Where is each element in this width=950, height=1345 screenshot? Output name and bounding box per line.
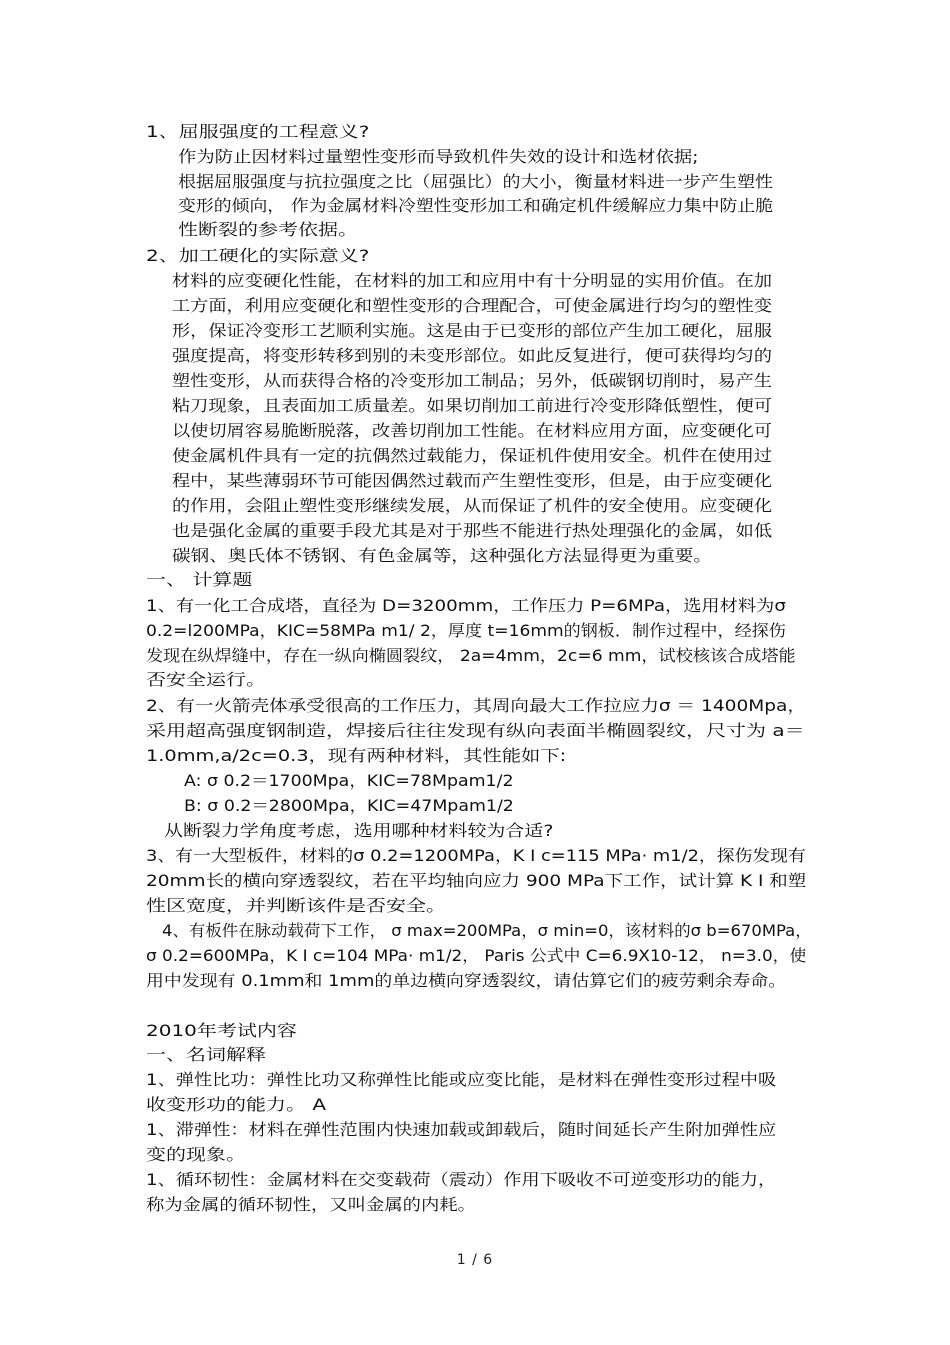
section-heading: 2010年考试内容 [146, 1021, 297, 1040]
text-line: 4、有板件在脉动载荷下工作， σ max=200MPa，σ min=0，该材料的σ b=670MPa， [162, 921, 812, 940]
question-1-title: 1、屈服强度的工程意义? [146, 122, 370, 141]
text-line: 收变形功的能力。 A [146, 1095, 327, 1114]
text-line: 塑性变形，从而获得合格的冷变形加工制品；另外，低碳钢切削时，易产生 [172, 371, 773, 390]
text-line: 3、有一大型板件，材料的σ 0.2=1200MPa，K I c=115 MPa· m1/2，探伤发现有 [146, 846, 806, 865]
text-line: 工方面，利用应变硬化和塑性变形的合理配合，可使金属进行均匀的塑性变 [172, 296, 773, 315]
text-line: 根据屈服强度与抗拉强度之比（屈强比）的大小，衡量材料进一步产生塑性 [178, 172, 774, 191]
text-line: 1.0mm,a/2c=0.3，现有两种材料，其性能如下: [146, 746, 567, 765]
section-heading: 一、 计算题 [146, 570, 253, 589]
text-line: 碳钢、奥氏体不锈钢、有色金属等，这种强化方法显得更为重要。 [172, 546, 713, 565]
text-line: 20mm长的横向穿透裂纹，若在平均轴向应力 900 MPa下工作，试计算 K I 和塑 [146, 871, 807, 890]
text-line: 变的现象。 [146, 1145, 247, 1164]
text-line: 以使切屑容易脆断脱落，改善切削加工性能。在材料应用方面，应变硬化可 [172, 421, 773, 440]
text-line: 程中，某些薄弱环节可能因偶然过载而产生塑性变形，但是，由于应变硬化 [172, 471, 773, 490]
text-line: 的作用，会阻止塑性变形继续发展，从而保证了机件的安全使用。应变硬化 [172, 496, 773, 515]
text-line: 称为金属的循环韧性，又叫金属的内耗。 [146, 1195, 477, 1214]
text-line: 1、循环韧性：金属材料在交变载荷（震动）作用下吸收不可逆变形功的能力， [146, 1170, 777, 1189]
section-heading: 一、名词解释 [146, 1045, 267, 1064]
text-line: 材料的应变硬化性能，在材料的加工和应用中有十分明显的实用价值。在加 [172, 271, 773, 290]
text-line: 作为防止因材料过量塑性变形而导致机件失效的设计和选材依据; [178, 147, 699, 166]
text-line: 也是强化金属的重要手段尤其是对于那些不能进行热处理强化的金属，如低 [172, 521, 773, 540]
text-line: 形，保证冷变形工艺顺利实施。这是由于已变形的部位产生加工硬化，屈服 [172, 321, 773, 340]
text-line: 0.2=l200MPa，KIC=58MPa m1∕ 2，厚度 t=16mm的钢板．制作过程中，经探伤 [146, 621, 786, 640]
text-line: 2、有一火箭壳体承受很高的工作压力，其周向最大工作拉应力σ ＝ 1400Mpa， [146, 696, 806, 715]
text-line: 粘刀现象，且表面加工质量差。如果切削加工前进行冷变形降低塑性，便可 [172, 396, 773, 415]
text-line: 用中发现有 0.1mm和 1mm的单边横向穿透裂纹，请估算它们的疲劳剩余寿命。 [146, 971, 787, 990]
text-line: 否安全运行。 [146, 670, 267, 689]
text-line: 1、滞弹性：材料在弹性范围内快速加载或卸载后，随时间延长产生附加弹性应 [146, 1120, 777, 1139]
text-line: 使金属机件具有一定的抗偶然过载能力，保证机件使用安全。机件在使用过 [172, 446, 773, 465]
text-line: 变形的倾向， 作为金属材料冷塑性变形加工和确定机件缓解应力集中防止脆 [178, 196, 774, 215]
text-line: 性区宽度，并判断该件是否安全。 [146, 896, 447, 915]
text-line: 从断裂力学角度考虑，选用哪种材料较为合适? [164, 821, 554, 840]
question-2-title: 2、加工硬化的实际意义? [146, 246, 370, 265]
page-number: 1 / 6 [456, 1252, 494, 1268]
text-line: 发现在纵焊缝中，存在一纵向椭圆裂纹， 2a=4mm，2c=6 mm，试校核该合成塔能 [146, 646, 796, 665]
text-line: 1、弹性比功：弹性比功又称弹性比能或应变比能，是材料在弹性变形过程中吸 [146, 1070, 777, 1089]
text-line: σ 0.2=600MPa，K I c=104 MPa· m1/2， Paris 公式中 C=6.9X10-12， n=3.0，使 [146, 946, 807, 965]
text-line: A: σ 0.2＝1700Mpa，KIC=78Mpam1/2 [184, 771, 514, 790]
text-line: 强度提高，将变形转移到别的未变形部位。如此反复进行，便可获得均匀的 [172, 346, 773, 365]
text-line: 采用超高强度钢制造，焊接后往往发现有纵向表面半椭圆裂纹，尺寸为 a＝ [146, 721, 805, 740]
text-line: 性断裂的参考依据。 [178, 220, 359, 239]
text-line: B: σ 0.2＝2800Mpa，KIC=47Mpam1/2 [184, 796, 514, 815]
text-line: 1、有一化工合成塔，直径为 D=3200mm，工作压力 P=6MPa，选用材料为σ [146, 596, 786, 615]
